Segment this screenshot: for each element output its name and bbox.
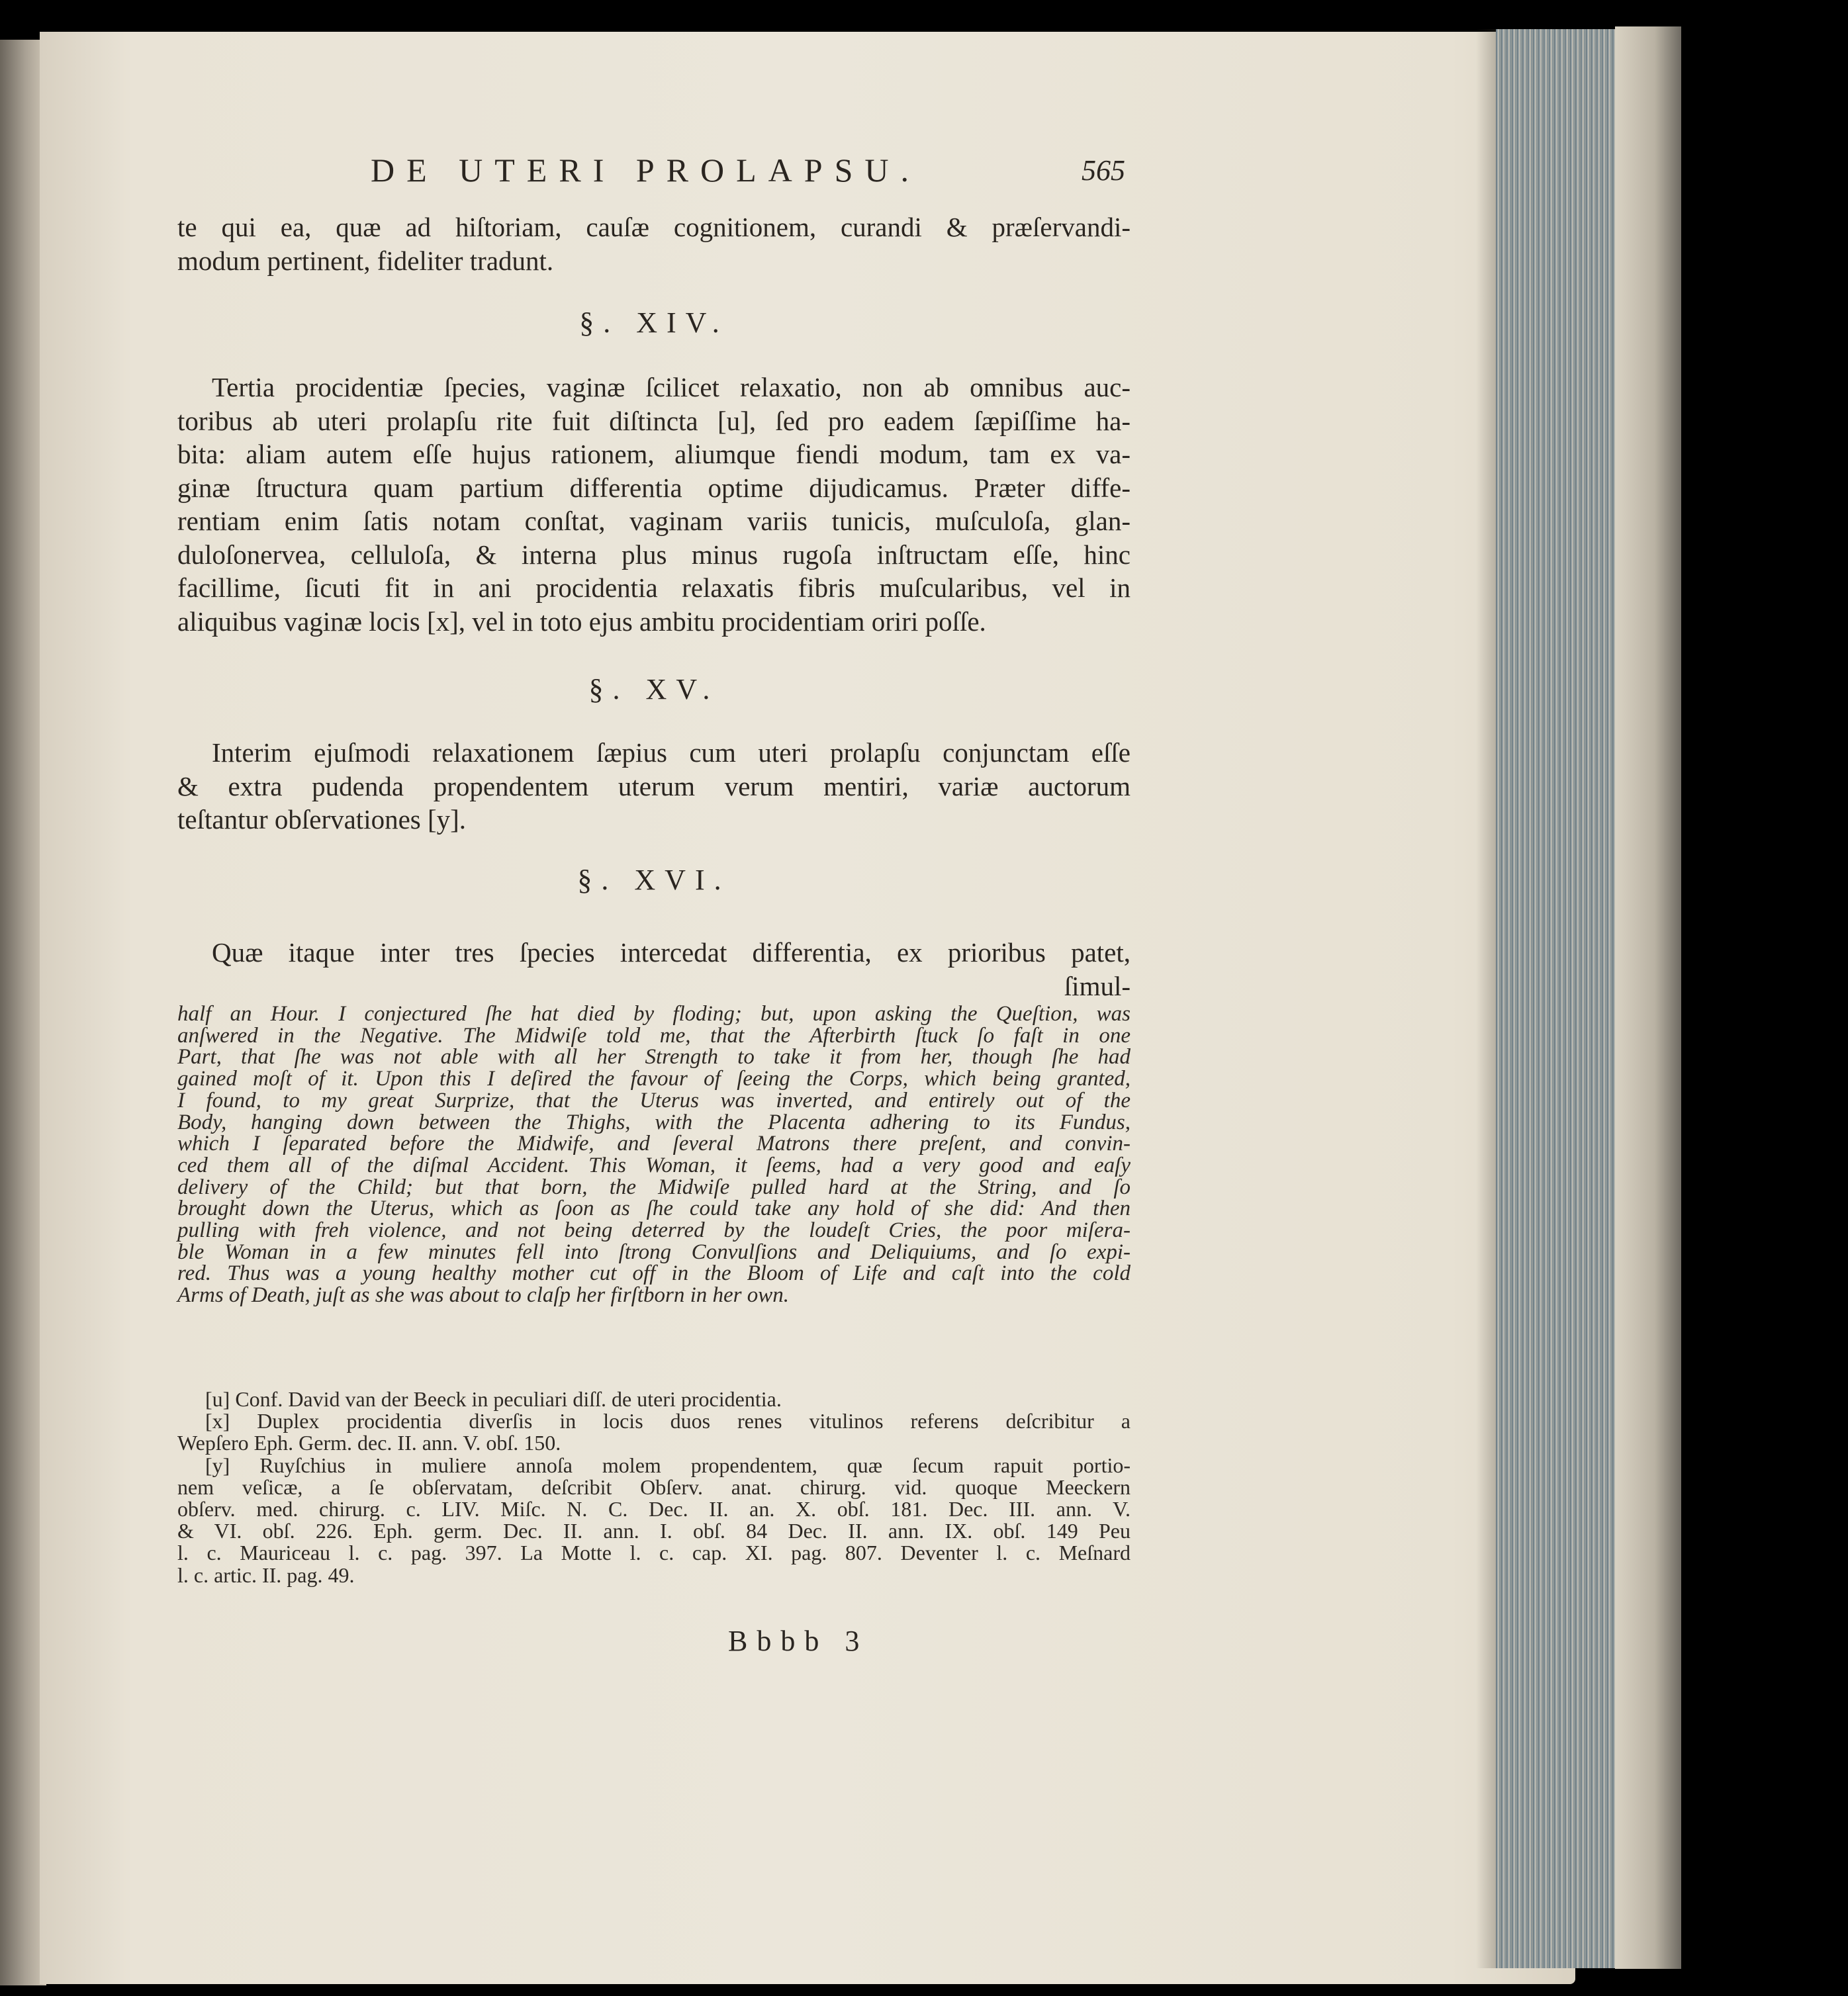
text-line: obſerv. med. chirurg. c. LIV. Miſc. N. C. Dec. II. an. X. obſ. 181. Dec. III. ann. V. — [177, 1497, 1131, 1521]
section-16-paragraph — [177, 936, 1131, 1003]
page-edges — [1496, 29, 1632, 1968]
page-number: 565 — [1082, 154, 1125, 187]
text-line: toribus ab uteri prolapſu rite fuit diſtincta [u], ſed pro eadem ſæpiſſime ha- — [177, 405, 1131, 436]
text-line: ced them all of the diſmal Accident. This Woman, it ſeems, had a very good and eaſy — [177, 1153, 1131, 1177]
text-line: Body, hanging down between the Thighs, with the Placenta adhering to its Fundus, — [177, 1110, 1131, 1134]
back-cover — [1615, 26, 1681, 1969]
text-line: Interim ejuſmodi relaxationem ſæpius cum uteri prolapſu conjunctam eſſe — [212, 737, 1131, 768]
section-15-paragraph — [177, 736, 1131, 837]
text-line: which I ſeparated before the Midwife, and ſeveral Matrons there preſent, and convin- — [177, 1132, 1131, 1156]
text-line: anſwered in the Negative. The Midwiſe told me, that the Afterbirth ſtuck ſo faſt in one — [177, 1023, 1131, 1048]
text-line: modum pertinent, fideliter tradunt. — [177, 245, 554, 276]
text-line: facillime, ſicuti fit in ani procidentia relaxatis fibris muſcularibus, vel in — [177, 572, 1131, 603]
text-line: & VI. obſ. 226. Eph. germ. Dec. II. ann. I. obſ. 84 Dec. II. ann. IX. obſ. 149 Peu — [177, 1519, 1131, 1543]
footnotes — [177, 1388, 1131, 1586]
text-line: rentiam enim ſatis notam conſtat, vaginam variis tunicis, muſculoſa, glan- — [177, 506, 1131, 536]
text-line: delivery of the Child; but that born, the Midwiſe pulled hard at the String, and ſo — [177, 1175, 1131, 1199]
text-line: l. c. Mauriceau l. c. pag. 397. La Motte l. c. cap. XI. pag. 807. Deventer l. c. Meſnard — [177, 1541, 1131, 1565]
text-line: Wepſero Eph. Germ. dec. II. ann. V. obſ. 150. — [177, 1431, 561, 1455]
section-heading: §. XIV. — [579, 306, 729, 339]
footnote-u: [u] Conf. David van der Beeck in peculiari diſſ. de uteri procidentia. — [205, 1387, 782, 1411]
running-header — [371, 151, 1125, 197]
intro-paragraph — [177, 210, 1131, 277]
text-line: half an Hour. I conjectured ſhe hat died by floding; but, upon asking the Queſtion, was — [177, 1002, 1131, 1026]
text-line: teſtantur obſervationes [y]. — [177, 804, 467, 835]
signature-mark: Bbbb 3 — [728, 1625, 869, 1657]
section-heading: §. XV. — [588, 673, 719, 705]
text-line: bita: aliam autem eſſe hujus rationem, aliumque fiendi modum, tam ex va- — [177, 439, 1131, 469]
section-heading: §. XVI. — [577, 864, 731, 896]
text-line: ginæ ſtructura quam partium differentia optime dijudicamus. Præter diffe- — [177, 472, 1131, 503]
text-line: red. Thus was a young healthy mother cut off in the Bloom of Life and caſt into the cold — [177, 1261, 1131, 1286]
text-line: te qui ea, quæ ad hiſtoriam, cauſæ cognitionem, curandi & præſervandi- — [177, 212, 1131, 242]
text-line: aliquibus vaginæ locis [x], vel in toto ejus ambitu procidentiam oriri poſſe. — [177, 606, 986, 637]
text-line: I found, to my great Surprize, that the Uterus was inverted, and entirely out of the — [177, 1088, 1131, 1112]
text-line: gained moſt of it. Upon this I deſired the favour of ſeeing the Corps, which being granted, — [177, 1067, 1131, 1091]
footnote-y: [y] Ruyſchius in muliere annoſa molem propendentem, quæ ſecum rapuit portio- — [205, 1453, 1131, 1477]
text-line: l. c. artic. II. pag. 49. — [177, 1563, 355, 1587]
text-line: pulling with freh violence, and not being deterred by the loudeſt Cries, the poor miſera- — [177, 1218, 1131, 1243]
text-line: Part, that ſhe was not able with all her Strength to take it from her, though ſhe had — [177, 1045, 1131, 1069]
text-line: Quæ itaque inter tres ſpecies intercedat differentia, ex prioribus patet, — [212, 937, 1131, 968]
catchword: ſimul- — [1064, 970, 1131, 1001]
english-quotation — [177, 1003, 1131, 1306]
text-line: Arms of Death, juſt as she was about to claſp her firſtborn in her own. — [177, 1283, 790, 1308]
text-line: brought down the Uterus, which as ſoon as ſhe could take any hold of she did: And then — [177, 1197, 1131, 1221]
running-title: DE UTERI PROLAPSU. — [371, 152, 921, 189]
footnote-x: [x] Duplex procidentia diverſis in locis duos renes vitulinos referens deſcribitur a — [205, 1409, 1131, 1433]
text-line: duloſonervea, celluloſa, & interna plus minus rugoſa inſtructam eſſe, hinc — [177, 539, 1131, 570]
text-line: Tertia procidentiæ ſpecies, vaginæ ſcilicet relaxatio, non ab omnibus auc- — [212, 372, 1131, 402]
text-line: ble Woman in a few minutes fell into ſtrong Convulſions and Deliquiums, and ſo expi- — [177, 1240, 1131, 1264]
section-14-paragraph — [177, 371, 1131, 638]
text-line: & extra pudenda propendentem uterum verum mentiri, variæ auctorum — [177, 770, 1131, 801]
text-line: nem veſicæ, a ſe obſervatam, deſcribit Obſerv. anat. chirurg. vid. quoque Meeckern — [177, 1474, 1131, 1499]
